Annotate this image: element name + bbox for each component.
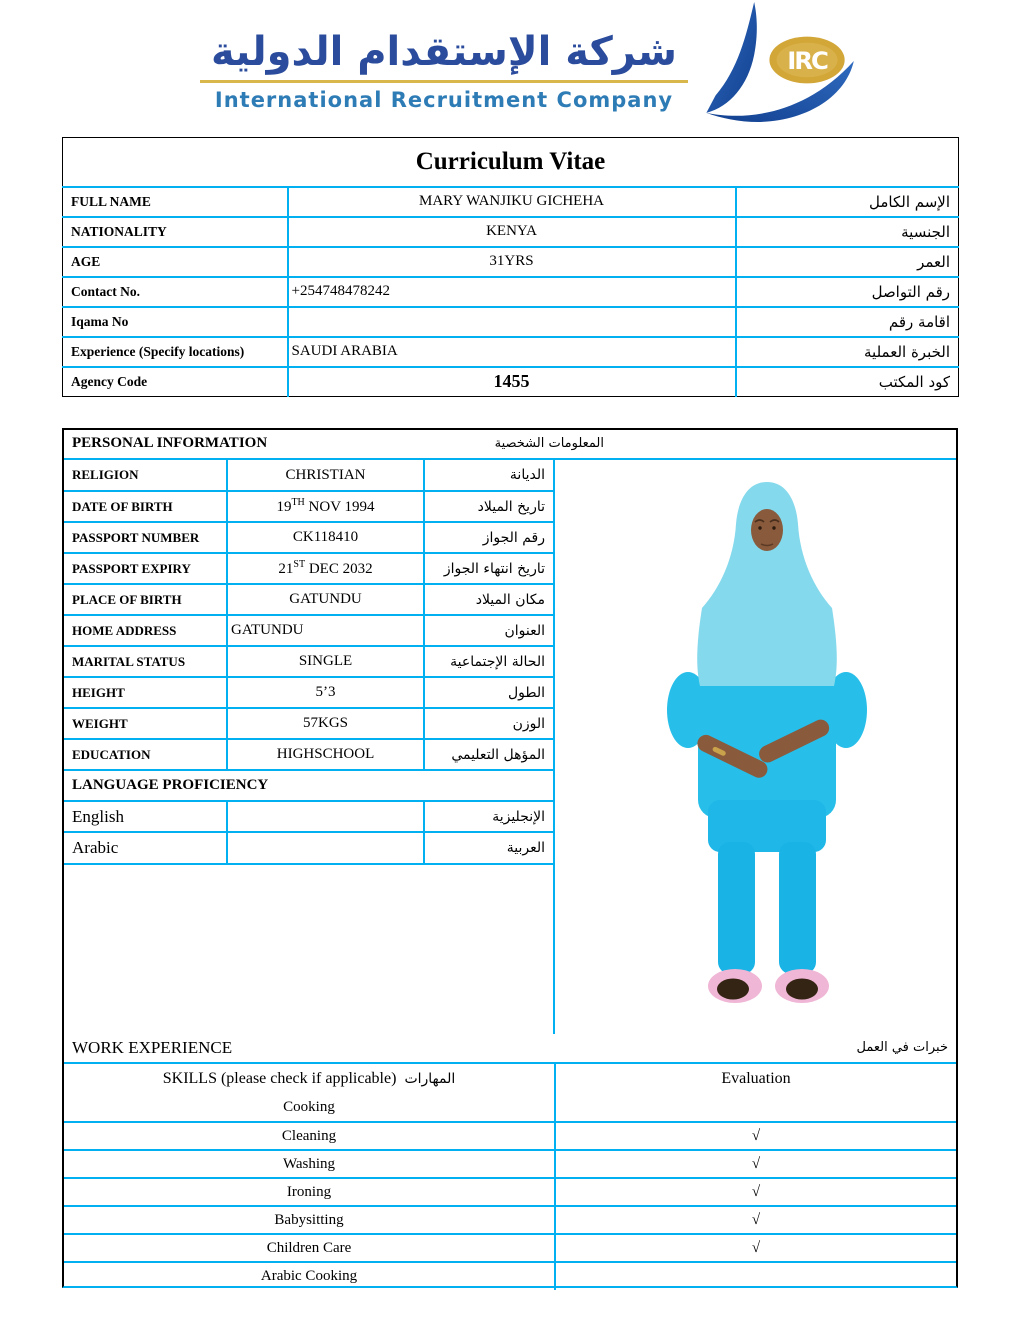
work-experience-title: WORK EXPERIENCE	[72, 1038, 233, 1057]
field-value: HIGHSCHOOL	[227, 739, 424, 770]
field-label: PASSPORT NUMBER	[64, 522, 227, 553]
personal-row	[64, 491, 553, 522]
field-label-arabic: رقم الجواز	[424, 522, 553, 553]
field-label-arabic: الجنسية	[736, 217, 959, 247]
skill-name: Cleaning	[64, 1122, 555, 1150]
skills-table	[64, 1064, 956, 1290]
field-label: Experience (Specify locations)	[63, 337, 288, 367]
field-label: MARITAL STATUS	[64, 646, 227, 677]
personal-row	[64, 677, 553, 708]
field-label-arabic: تاريخ انتهاء الجواز	[424, 553, 553, 584]
logo-irc-text: IRC	[787, 46, 827, 76]
skill-row	[64, 1234, 956, 1262]
field-value: 19TH NOV 1994	[227, 491, 424, 522]
cv-row	[63, 277, 959, 307]
skill-row	[64, 1150, 956, 1178]
field-label-arabic: العنوان	[424, 615, 553, 646]
language-label: English	[64, 801, 227, 832]
field-value: MARY WANJIKU GICHEHA	[288, 187, 736, 217]
language-label-arabic: العربية	[424, 832, 553, 863]
cv-row	[63, 247, 959, 277]
field-label-arabic: الإسم الكامل	[736, 187, 959, 217]
skill-evaluation-empty	[555, 1262, 956, 1290]
personal-row	[64, 584, 553, 615]
personal-info-title-arabic: المعلومات الشخصية	[494, 436, 604, 451]
field-label: PLACE OF BIRTH	[64, 584, 227, 615]
language-proficiency-title: LANGUAGE PROFICIENCY	[64, 770, 553, 801]
skill-evaluation-empty	[555, 1094, 956, 1122]
field-label-arabic: الخبرة العملية	[736, 337, 959, 367]
skill-name: Babysitting	[64, 1206, 555, 1234]
field-label: Contact No.	[63, 277, 288, 307]
field-label-arabic: الوزن	[424, 708, 553, 739]
language-value	[227, 832, 424, 863]
field-label: Agency Code	[63, 367, 288, 397]
company-name-english: International Recruitment Company	[214, 88, 674, 112]
work-experience-title-arabic: خبرات في العمل	[856, 1040, 948, 1055]
skill-checkmark: √	[555, 1234, 956, 1262]
field-label: NATIONALITY	[63, 217, 288, 247]
company-logo-icon	[692, 2, 857, 127]
field-label-arabic: كود المكتب	[736, 367, 959, 397]
applicant-photo	[555, 460, 956, 1034]
field-label-arabic: تاريخ الميلاد	[424, 491, 553, 522]
field-value: 1455	[288, 367, 736, 397]
field-value	[288, 307, 736, 337]
work-experience-header	[64, 1034, 956, 1064]
field-value: KENYA	[288, 217, 736, 247]
empty-cell	[64, 863, 553, 1034]
field-value: CK118410	[227, 522, 424, 553]
skill-name: Children Care	[64, 1234, 555, 1262]
skill-checkmark: √	[555, 1122, 956, 1150]
field-label-arabic: المؤهل التعليمي	[424, 739, 553, 770]
field-value: +254748478242	[288, 277, 736, 307]
cv-summary-table	[62, 137, 958, 397]
field-label: PASSPORT EXPIRY	[64, 553, 227, 584]
language-value	[227, 801, 424, 832]
skill-checkmark: √	[555, 1150, 956, 1178]
field-label: WEIGHT	[64, 708, 227, 739]
skill-checkmark: √	[555, 1178, 956, 1206]
personal-row	[64, 739, 553, 770]
skill-name: Washing	[64, 1150, 555, 1178]
personal-info-header	[64, 430, 956, 460]
language-proficiency-header	[64, 770, 553, 801]
field-label: HEIGHT	[64, 677, 227, 708]
field-value: 5’3	[227, 677, 424, 708]
field-value: SAUDI ARABIA	[288, 337, 736, 367]
field-label: DATE OF BIRTH	[64, 491, 227, 522]
personal-row	[64, 708, 553, 739]
skills-header-text: SKILLS (please check if applicable)	[162, 1070, 397, 1087]
field-label-arabic: اقامة رقم	[736, 307, 959, 337]
cv-row	[63, 187, 959, 217]
personal-info-title: PERSONAL INFORMATION	[72, 435, 268, 451]
language-row	[64, 832, 553, 863]
skills-column-header	[64, 1064, 555, 1094]
field-value: 57KGS	[227, 708, 424, 739]
field-label-arabic: رقم التواصل	[736, 277, 959, 307]
field-label: AGE	[63, 247, 288, 277]
field-value: 31YRS	[288, 247, 736, 277]
field-value: GATUNDU	[227, 584, 424, 615]
field-label-arabic: الطول	[424, 677, 553, 708]
skill-name: Cooking	[64, 1094, 555, 1122]
personal-row	[64, 646, 553, 677]
evaluation-column-header: Evaluation	[721, 1070, 791, 1087]
skill-row	[64, 1094, 956, 1122]
cv-row	[63, 367, 959, 397]
field-value: SINGLE	[227, 646, 424, 677]
skill-name: Arabic Cooking	[64, 1262, 555, 1290]
language-label: Arabic	[64, 832, 227, 863]
field-label: Iqama No	[63, 307, 288, 337]
personal-work-box	[62, 428, 958, 1288]
skill-row	[64, 1122, 956, 1150]
field-label-arabic: العمر	[736, 247, 959, 277]
personal-row	[64, 553, 553, 584]
skills-header-arabic: المهارات	[404, 1071, 456, 1087]
skill-row	[64, 1178, 956, 1206]
field-label-arabic: مكان الميلاد	[424, 584, 553, 615]
personal-row	[64, 615, 553, 646]
cv-title: Curriculum Vitae	[415, 147, 606, 175]
field-value: CHRISTIAN	[227, 460, 424, 491]
skill-row	[64, 1206, 956, 1234]
company-name-arabic: شركة الإستقدام الدولية	[200, 28, 688, 83]
personal-row	[64, 460, 553, 491]
language-row	[64, 801, 553, 832]
field-label-arabic: الحالة الإجتماعية	[424, 646, 553, 677]
cv-row	[63, 337, 959, 367]
company-header	[200, 28, 688, 112]
language-label-arabic: الإنجليزية	[424, 801, 553, 832]
personal-row	[64, 522, 553, 553]
skill-name: Ironing	[64, 1178, 555, 1206]
field-label: RELIGION	[64, 460, 227, 491]
field-label: EDUCATION	[64, 739, 227, 770]
field-label: HOME ADDRESS	[64, 615, 227, 646]
field-label: FULL NAME	[63, 187, 288, 217]
cv-row	[63, 307, 959, 337]
field-value: GATUNDU	[227, 615, 424, 646]
cv-row	[63, 217, 959, 247]
field-value: 21ST DEC 2032	[227, 553, 424, 584]
skill-checkmark: √	[555, 1206, 956, 1234]
field-label-arabic: الديانة	[509, 467, 545, 483]
skill-row	[64, 1262, 956, 1290]
personal-info-table	[64, 460, 555, 1034]
